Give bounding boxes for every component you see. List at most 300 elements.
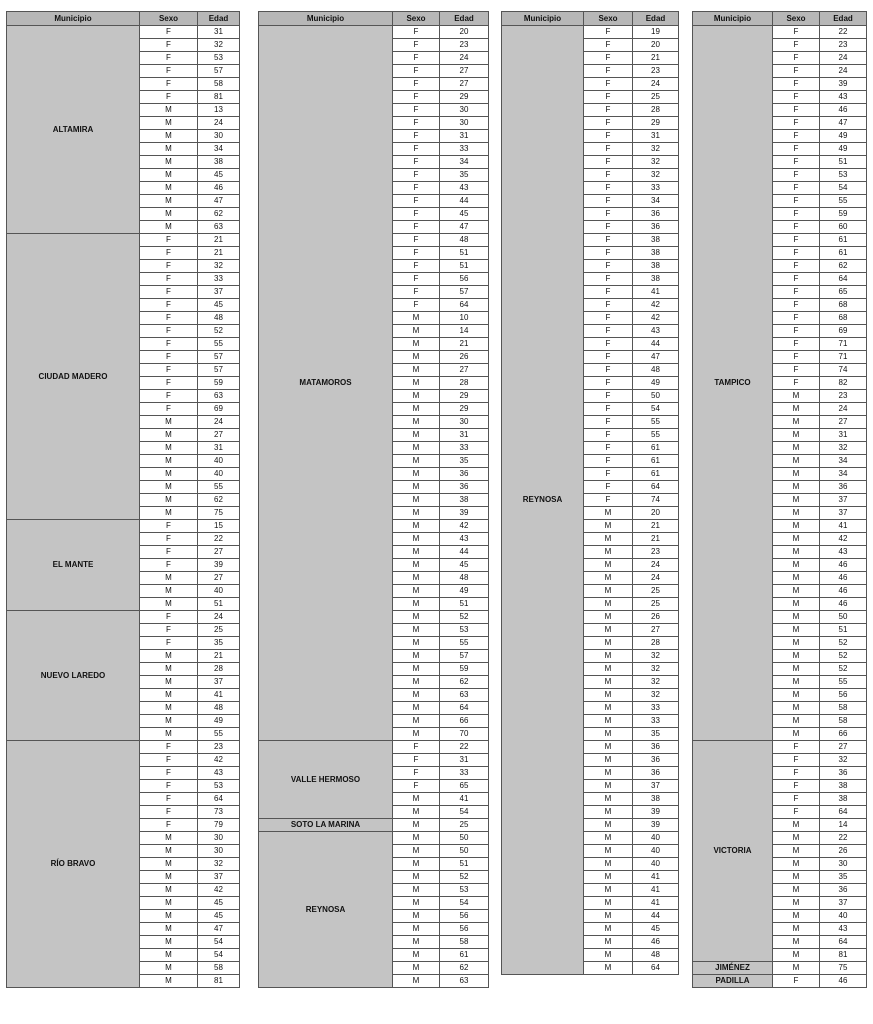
- sexo-cell: F: [773, 767, 820, 780]
- sexo-cell: M: [773, 650, 820, 663]
- municipio-cell: SOTO LA MARINA: [259, 819, 393, 832]
- edad-cell: 44: [633, 338, 679, 351]
- sexo-cell: F: [393, 182, 440, 195]
- edad-cell: 81: [198, 975, 240, 988]
- edad-cell: 45: [198, 169, 240, 182]
- edad-cell: 21: [633, 52, 679, 65]
- sexo-cell: F: [140, 26, 198, 39]
- edad-cell: 81: [820, 949, 867, 962]
- sexo-cell: M: [773, 962, 820, 975]
- sexo-cell: F: [140, 754, 198, 767]
- header-edad: Edad: [633, 12, 679, 26]
- sexo-cell: M: [584, 884, 633, 897]
- sexo-cell: F: [584, 260, 633, 273]
- edad-cell: 33: [440, 442, 489, 455]
- edad-cell: 41: [633, 897, 679, 910]
- sexo-cell: M: [584, 767, 633, 780]
- edad-cell: 27: [198, 546, 240, 559]
- data-table-2: [258, 11, 489, 988]
- sexo-cell: M: [140, 845, 198, 858]
- edad-cell: 56: [440, 923, 489, 936]
- sexo-cell: M: [140, 143, 198, 156]
- sexo-cell: M: [140, 858, 198, 871]
- sexo-cell: M: [584, 598, 633, 611]
- edad-cell: 32: [633, 156, 679, 169]
- header-sexo: Sexo: [140, 12, 198, 26]
- edad-cell: 38: [820, 780, 867, 793]
- edad-cell: 45: [198, 299, 240, 312]
- edad-cell: 24: [198, 611, 240, 624]
- sexo-cell: M: [393, 533, 440, 546]
- sexo-cell: M: [584, 520, 633, 533]
- edad-cell: 54: [198, 936, 240, 949]
- municipio-cell: CIUDAD MADERO: [7, 234, 140, 520]
- sexo-cell: M: [393, 637, 440, 650]
- edad-cell: 21: [198, 650, 240, 663]
- sexo-cell: M: [140, 221, 198, 234]
- sexo-cell: F: [773, 793, 820, 806]
- sexo-cell: F: [773, 182, 820, 195]
- edad-cell: 62: [198, 494, 240, 507]
- edad-cell: 36: [633, 208, 679, 221]
- municipio-cell: EL MANTE: [7, 520, 140, 611]
- table-row: [693, 975, 867, 988]
- edad-cell: 46: [820, 572, 867, 585]
- edad-cell: 37: [198, 871, 240, 884]
- sexo-cell: F: [584, 338, 633, 351]
- edad-cell: 38: [820, 793, 867, 806]
- edad-cell: 48: [198, 702, 240, 715]
- edad-cell: 40: [633, 858, 679, 871]
- sexo-cell: M: [584, 546, 633, 559]
- sexo-cell: M: [773, 702, 820, 715]
- edad-cell: 47: [820, 117, 867, 130]
- sexo-cell: M: [393, 858, 440, 871]
- edad-cell: 23: [820, 39, 867, 52]
- edad-cell: 62: [440, 676, 489, 689]
- edad-cell: 41: [633, 286, 679, 299]
- edad-cell: 57: [198, 65, 240, 78]
- edad-cell: 43: [820, 91, 867, 104]
- sexo-cell: M: [140, 169, 198, 182]
- edad-cell: 42: [440, 520, 489, 533]
- sexo-cell: M: [140, 676, 198, 689]
- edad-cell: 52: [820, 663, 867, 676]
- edad-cell: 55: [820, 195, 867, 208]
- edad-cell: 40: [820, 910, 867, 923]
- municipio-cell: VICTORIA: [693, 741, 773, 962]
- sexo-cell: F: [584, 208, 633, 221]
- edad-cell: 24: [820, 65, 867, 78]
- edad-cell: 24: [820, 403, 867, 416]
- edad-cell: 58: [820, 715, 867, 728]
- sexo-cell: F: [393, 286, 440, 299]
- sexo-cell: F: [773, 247, 820, 260]
- sexo-cell: M: [584, 572, 633, 585]
- edad-cell: 30: [198, 845, 240, 858]
- table-row: [502, 26, 679, 39]
- edad-cell: 45: [440, 208, 489, 221]
- edad-cell: 49: [633, 377, 679, 390]
- sexo-cell: M: [773, 949, 820, 962]
- edad-cell: 74: [820, 364, 867, 377]
- sexo-cell: M: [393, 702, 440, 715]
- sexo-cell: F: [584, 390, 633, 403]
- edad-cell: 23: [633, 546, 679, 559]
- edad-cell: 48: [440, 572, 489, 585]
- sexo-cell: M: [584, 936, 633, 949]
- edad-cell: 48: [198, 312, 240, 325]
- edad-cell: 43: [440, 182, 489, 195]
- sexo-cell: F: [393, 104, 440, 117]
- sexo-cell: M: [140, 650, 198, 663]
- sexo-cell: M: [773, 442, 820, 455]
- edad-cell: 44: [440, 546, 489, 559]
- edad-cell: 57: [198, 351, 240, 364]
- sexo-cell: F: [140, 806, 198, 819]
- sexo-cell: M: [393, 793, 440, 806]
- edad-cell: 79: [198, 819, 240, 832]
- sexo-cell: F: [393, 208, 440, 221]
- edad-cell: 46: [820, 559, 867, 572]
- sexo-cell: M: [584, 715, 633, 728]
- edad-cell: 10: [440, 312, 489, 325]
- edad-cell: 26: [633, 611, 679, 624]
- edad-cell: 50: [820, 611, 867, 624]
- sexo-cell: F: [773, 286, 820, 299]
- edad-cell: 33: [633, 715, 679, 728]
- data-table-1: [6, 11, 240, 988]
- table-header-row: [7, 12, 240, 26]
- sexo-cell: F: [773, 273, 820, 286]
- edad-cell: 23: [440, 39, 489, 52]
- header-edad: Edad: [198, 12, 240, 26]
- sexo-cell: M: [393, 689, 440, 702]
- sexo-cell: M: [140, 871, 198, 884]
- edad-cell: 20: [633, 39, 679, 52]
- sexo-cell: F: [584, 286, 633, 299]
- edad-cell: 75: [820, 962, 867, 975]
- edad-cell: 34: [198, 143, 240, 156]
- sexo-cell: M: [773, 585, 820, 598]
- edad-cell: 24: [633, 78, 679, 91]
- edad-cell: 24: [440, 52, 489, 65]
- sexo-cell: F: [393, 39, 440, 52]
- sexo-cell: M: [393, 429, 440, 442]
- header-edad: Edad: [820, 12, 867, 26]
- sexo-cell: F: [773, 26, 820, 39]
- edad-cell: 64: [820, 806, 867, 819]
- sexo-cell: F: [393, 65, 440, 78]
- sexo-cell: M: [773, 468, 820, 481]
- edad-cell: 61: [633, 442, 679, 455]
- sexo-cell: M: [393, 845, 440, 858]
- header-municipio: Municipio: [502, 12, 584, 26]
- sexo-cell: M: [393, 351, 440, 364]
- edad-cell: 36: [820, 767, 867, 780]
- edad-cell: 53: [440, 624, 489, 637]
- sexo-cell: M: [773, 403, 820, 416]
- sexo-cell: M: [393, 507, 440, 520]
- edad-cell: 51: [440, 247, 489, 260]
- edad-cell: 41: [198, 689, 240, 702]
- edad-cell: 32: [198, 858, 240, 871]
- sexo-cell: F: [584, 364, 633, 377]
- edad-cell: 34: [820, 455, 867, 468]
- sexo-cell: M: [584, 754, 633, 767]
- edad-cell: 37: [198, 676, 240, 689]
- sexo-cell: M: [584, 728, 633, 741]
- sexo-cell: M: [584, 637, 633, 650]
- sexo-cell: M: [584, 741, 633, 754]
- sexo-cell: F: [584, 273, 633, 286]
- sexo-cell: M: [393, 975, 440, 988]
- edad-cell: 36: [633, 221, 679, 234]
- edad-cell: 39: [440, 507, 489, 520]
- sexo-cell: M: [773, 455, 820, 468]
- edad-cell: 33: [633, 702, 679, 715]
- edad-cell: 21: [440, 338, 489, 351]
- edad-cell: 24: [198, 416, 240, 429]
- sexo-cell: M: [584, 611, 633, 624]
- sexo-cell: M: [393, 338, 440, 351]
- edad-cell: 37: [198, 286, 240, 299]
- sexo-cell: F: [140, 234, 198, 247]
- edad-cell: 48: [440, 234, 489, 247]
- edad-cell: 46: [198, 182, 240, 195]
- sexo-cell: M: [773, 897, 820, 910]
- edad-cell: 42: [633, 299, 679, 312]
- edad-cell: 30: [440, 104, 489, 117]
- sexo-cell: M: [584, 676, 633, 689]
- edad-cell: 50: [440, 845, 489, 858]
- sexo-cell: M: [773, 481, 820, 494]
- sexo-cell: F: [140, 520, 198, 533]
- sexo-cell: F: [584, 117, 633, 130]
- edad-cell: 32: [198, 39, 240, 52]
- sexo-cell: F: [584, 104, 633, 117]
- edad-cell: 38: [633, 793, 679, 806]
- edad-cell: 73: [198, 806, 240, 819]
- sexo-cell: F: [584, 78, 633, 91]
- sexo-cell: F: [584, 247, 633, 260]
- sexo-cell: M: [773, 871, 820, 884]
- sexo-cell: F: [773, 39, 820, 52]
- edad-cell: 38: [633, 247, 679, 260]
- table-row: [693, 962, 867, 975]
- edad-cell: 45: [633, 923, 679, 936]
- edad-cell: 57: [440, 286, 489, 299]
- edad-cell: 13: [198, 104, 240, 117]
- edad-cell: 35: [633, 728, 679, 741]
- sexo-cell: M: [393, 871, 440, 884]
- edad-cell: 36: [440, 481, 489, 494]
- sexo-cell: M: [584, 689, 633, 702]
- sexo-cell: F: [140, 637, 198, 650]
- sexo-cell: F: [584, 351, 633, 364]
- edad-cell: 35: [440, 169, 489, 182]
- edad-cell: 51: [440, 260, 489, 273]
- sexo-cell: M: [140, 507, 198, 520]
- edad-cell: 23: [820, 390, 867, 403]
- edad-cell: 53: [198, 52, 240, 65]
- edad-cell: 32: [633, 663, 679, 676]
- table-header-row: [502, 12, 679, 26]
- sexo-cell: M: [773, 715, 820, 728]
- edad-cell: 69: [198, 403, 240, 416]
- edad-cell: 27: [633, 624, 679, 637]
- edad-cell: 59: [440, 663, 489, 676]
- sexo-cell: M: [393, 832, 440, 845]
- sexo-cell: F: [584, 442, 633, 455]
- sexo-cell: M: [393, 806, 440, 819]
- edad-cell: 36: [820, 884, 867, 897]
- edad-cell: 53: [198, 780, 240, 793]
- edad-cell: 55: [633, 429, 679, 442]
- edad-cell: 54: [198, 949, 240, 962]
- sexo-cell: F: [584, 494, 633, 507]
- edad-cell: 38: [633, 273, 679, 286]
- edad-cell: 30: [198, 832, 240, 845]
- edad-cell: 31: [440, 130, 489, 143]
- municipio-cell: PADILLA: [693, 975, 773, 988]
- edad-cell: 32: [633, 143, 679, 156]
- edad-cell: 56: [440, 273, 489, 286]
- sexo-cell: F: [773, 117, 820, 130]
- sexo-cell: F: [584, 325, 633, 338]
- sexo-cell: M: [393, 546, 440, 559]
- edad-cell: 61: [633, 455, 679, 468]
- sexo-cell: M: [393, 559, 440, 572]
- sexo-cell: M: [393, 416, 440, 429]
- edad-cell: 55: [440, 637, 489, 650]
- sexo-cell: M: [773, 533, 820, 546]
- sexo-cell: M: [584, 780, 633, 793]
- sexo-cell: F: [393, 143, 440, 156]
- sexo-cell: M: [773, 520, 820, 533]
- edad-cell: 52: [820, 650, 867, 663]
- sexo-cell: F: [773, 208, 820, 221]
- edad-cell: 49: [820, 130, 867, 143]
- sexo-cell: M: [140, 156, 198, 169]
- table-row: [7, 520, 240, 533]
- edad-cell: 29: [440, 91, 489, 104]
- edad-cell: 51: [820, 624, 867, 637]
- edad-cell: 27: [198, 429, 240, 442]
- sexo-cell: M: [773, 728, 820, 741]
- edad-cell: 29: [633, 117, 679, 130]
- edad-cell: 37: [820, 507, 867, 520]
- table-row: [7, 234, 240, 247]
- sexo-cell: F: [584, 312, 633, 325]
- edad-cell: 25: [198, 624, 240, 637]
- edad-cell: 55: [198, 481, 240, 494]
- sexo-cell: M: [140, 130, 198, 143]
- sexo-cell: F: [140, 793, 198, 806]
- sexo-cell: M: [393, 910, 440, 923]
- sexo-cell: F: [773, 325, 820, 338]
- edad-cell: 34: [440, 156, 489, 169]
- edad-cell: 46: [820, 598, 867, 611]
- edad-cell: 57: [440, 650, 489, 663]
- sexo-cell: M: [773, 936, 820, 949]
- sexo-cell: M: [140, 975, 198, 988]
- edad-cell: 20: [633, 507, 679, 520]
- municipio-cell: RÍO BRAVO: [7, 741, 140, 988]
- sexo-cell: F: [773, 234, 820, 247]
- header-sexo: Sexo: [584, 12, 633, 26]
- sexo-cell: F: [140, 403, 198, 416]
- sexo-cell: F: [773, 754, 820, 767]
- sexo-cell: M: [773, 676, 820, 689]
- sexo-cell: M: [773, 884, 820, 897]
- sexo-cell: F: [584, 416, 633, 429]
- edad-cell: 35: [198, 637, 240, 650]
- edad-cell: 58: [820, 702, 867, 715]
- sexo-cell: F: [140, 78, 198, 91]
- sexo-cell: F: [140, 52, 198, 65]
- sexo-cell: F: [773, 299, 820, 312]
- edad-cell: 27: [820, 741, 867, 754]
- sexo-cell: F: [584, 65, 633, 78]
- edad-cell: 55: [198, 728, 240, 741]
- edad-cell: 23: [633, 65, 679, 78]
- sexo-cell: F: [584, 481, 633, 494]
- header-edad: Edad: [440, 12, 489, 26]
- sexo-cell: M: [140, 455, 198, 468]
- sexo-cell: M: [584, 663, 633, 676]
- edad-cell: 81: [198, 91, 240, 104]
- edad-cell: 39: [633, 819, 679, 832]
- sexo-cell: F: [584, 429, 633, 442]
- edad-cell: 27: [198, 572, 240, 585]
- edad-cell: 66: [440, 715, 489, 728]
- sexo-cell: M: [393, 884, 440, 897]
- edad-cell: 36: [440, 468, 489, 481]
- municipio-cell: TAMPICO: [693, 26, 773, 741]
- edad-cell: 49: [198, 715, 240, 728]
- sexo-cell: F: [584, 455, 633, 468]
- table-row: [693, 741, 867, 754]
- sexo-cell: M: [773, 572, 820, 585]
- sexo-cell: M: [584, 793, 633, 806]
- edad-cell: 65: [440, 780, 489, 793]
- sexo-cell: F: [140, 364, 198, 377]
- edad-cell: 23: [198, 741, 240, 754]
- sexo-cell: F: [140, 65, 198, 78]
- sexo-cell: M: [773, 845, 820, 858]
- sexo-cell: F: [393, 117, 440, 130]
- sexo-cell: F: [393, 195, 440, 208]
- sexo-cell: M: [393, 598, 440, 611]
- edad-cell: 47: [198, 195, 240, 208]
- edad-cell: 51: [440, 858, 489, 871]
- edad-cell: 25: [633, 91, 679, 104]
- edad-cell: 32: [820, 754, 867, 767]
- municipio-cell: JIMÉNEZ: [693, 962, 773, 975]
- sexo-cell: F: [393, 52, 440, 65]
- sexo-cell: M: [393, 572, 440, 585]
- sexo-cell: F: [140, 533, 198, 546]
- sexo-cell: M: [393, 962, 440, 975]
- sexo-cell: M: [584, 650, 633, 663]
- edad-cell: 40: [633, 832, 679, 845]
- sexo-cell: M: [773, 390, 820, 403]
- sexo-cell: M: [140, 910, 198, 923]
- sexo-cell: M: [584, 858, 633, 871]
- sexo-cell: M: [773, 559, 820, 572]
- edad-cell: 29: [440, 403, 489, 416]
